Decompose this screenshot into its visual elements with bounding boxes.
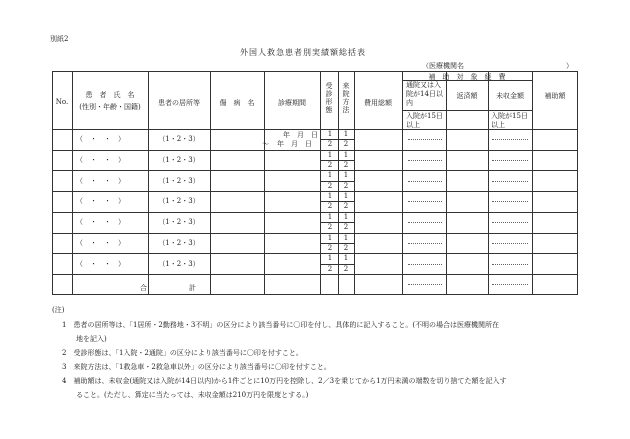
- table-rule: [52, 191, 578, 192]
- header-unpaid15: 入院が15日以上: [491, 112, 528, 129]
- note-line: ること。(ただし、算定に当たっては、未収金額は210万円を限度とする。): [62, 391, 309, 399]
- attachment-label: 別紙2: [50, 35, 69, 43]
- patient-paren: （ ・ ・ ）: [76, 218, 125, 227]
- patient-paren: （ ・ ・ ）: [76, 197, 125, 206]
- option-divider: [320, 160, 354, 161]
- amount-dotted-line: [408, 264, 442, 265]
- header-arrival-method: 来院方法: [342, 82, 350, 114]
- note-line: 4 補助額は、未収金(通院又は入院が14日以内)から1件ごとに10万円を控除し、2／3を乗じてから1万円未満の端数を切り捨てた額を記入す: [62, 377, 507, 385]
- table-rule: [532, 71, 533, 295]
- residence-options: （1・2・3）: [158, 238, 200, 247]
- option-divider: [320, 264, 354, 265]
- note-line: 2 受診形態は、「1入院・2通院」の区分により該当番号に〇印を付すこと。: [62, 349, 303, 357]
- table-rule: [52, 150, 578, 151]
- table-rule: [402, 71, 403, 295]
- header-disease: 傷 病 名: [219, 99, 255, 107]
- consult-opt1: 1: [327, 150, 333, 159]
- residence-options: （1・2・3）: [158, 197, 200, 206]
- arrival-opt2: 2: [343, 243, 349, 252]
- consult-opt1: 1: [327, 192, 333, 201]
- header-total-cost: 費用総額: [364, 99, 392, 107]
- header-patient-sub: (性別・年齢・国籍): [79, 103, 141, 111]
- table-rule: [52, 253, 578, 254]
- header-period: 診療期間: [278, 99, 306, 107]
- amount-dotted-line: [492, 284, 528, 285]
- residence-options: （1・2・3）: [158, 135, 200, 144]
- notes-title: (注): [52, 306, 65, 314]
- arrival-opt1: 1: [343, 212, 349, 221]
- patient-paren: （ ・ ・ ）: [76, 176, 125, 185]
- consult-opt1: 1: [327, 212, 333, 221]
- total-label: 合 計: [140, 284, 196, 292]
- table-rule: [320, 71, 321, 295]
- table-rule: [52, 274, 578, 275]
- note-line: 1 患者の居所等は、「1居所・2勤務地・3不明」の区分により該当番号に〇印を付し、具体的に記入すること。(不明の場合は医療機関所在: [62, 321, 500, 329]
- table-rule: [488, 71, 489, 295]
- table-rule: [52, 233, 578, 234]
- header-residence: 患者の居所等: [158, 99, 200, 107]
- amount-dotted-line: [492, 264, 528, 265]
- period-start: 年 月 日: [283, 131, 318, 139]
- consult-opt2: 2: [327, 202, 333, 211]
- period-sep: ～: [262, 140, 269, 148]
- amount-dotted-line: [492, 160, 528, 161]
- table-rule: [52, 212, 578, 213]
- residence-options: （1・2・3）: [158, 259, 200, 268]
- consult-opt2: 2: [327, 264, 333, 273]
- consult-opt1: 1: [327, 130, 333, 138]
- page-title: 外国人救急患者別実績額総括表: [240, 48, 366, 57]
- residence-options: （1・2・3）: [158, 176, 200, 185]
- option-divider: [320, 201, 354, 202]
- option-divider: [320, 139, 354, 140]
- consult-opt2: 2: [327, 140, 333, 149]
- patient-paren: （ ・ ・ ）: [76, 156, 125, 165]
- arrival-opt1: 1: [343, 233, 349, 242]
- arrival-opt2: 2: [343, 223, 349, 232]
- amount-dotted-line: [492, 181, 528, 182]
- header-patient-name: 患 者 氏 名: [85, 91, 135, 99]
- patient-paren: （ ・ ・ ）: [76, 238, 125, 247]
- amount-dotted-line: [408, 181, 442, 182]
- table-rule: [446, 71, 447, 295]
- arrival-opt2: 2: [343, 181, 349, 190]
- arrival-opt2: 2: [343, 161, 349, 170]
- amount-dotted-line: [408, 222, 442, 223]
- option-divider: [320, 243, 354, 244]
- patient-paren: （ ・ ・ ）: [76, 259, 125, 268]
- header-subsidy: 補助額: [544, 92, 566, 100]
- arrival-opt1: 1: [343, 171, 349, 180]
- arrival-opt1: 1: [343, 130, 349, 138]
- consult-opt1: 1: [327, 254, 333, 263]
- header-outpatient: 通院又は入院が14日以内: [406, 81, 443, 107]
- arrival-opt1: 1: [343, 150, 349, 159]
- hospital-close: ）: [566, 62, 573, 70]
- note-line: 地を記入): [62, 335, 107, 343]
- header-no: No.: [55, 98, 69, 106]
- consult-opt2: 2: [327, 243, 333, 252]
- consult-opt2: 2: [327, 161, 333, 170]
- consult-opt1: 1: [327, 233, 333, 242]
- header-consult-form: 受診形態: [325, 82, 333, 114]
- arrival-opt2: 2: [343, 202, 349, 211]
- consult-opt2: 2: [327, 181, 333, 190]
- residence-options: （1・2・3）: [158, 218, 200, 227]
- table-rule: [402, 110, 532, 111]
- amount-dotted-line: [492, 222, 528, 223]
- patient-paren: （ ・ ・ ）: [76, 135, 125, 144]
- amount-dotted-line: [492, 201, 528, 202]
- arrival-opt2: 2: [343, 140, 349, 149]
- table-rule: [52, 170, 578, 171]
- arrival-opt2: 2: [343, 264, 349, 273]
- option-divider: [320, 181, 354, 182]
- option-divider: [320, 222, 354, 223]
- amount-dotted-line: [408, 201, 442, 202]
- header-repaid: 返済額: [456, 92, 478, 100]
- arrival-opt1: 1: [343, 192, 349, 201]
- amount-dotted-line: [408, 284, 442, 285]
- amount-dotted-line: [408, 139, 442, 140]
- arrival-opt1: 1: [343, 254, 349, 263]
- note-line: 3 来院方法は、「1救急車・2救急車以外」の区分により該当番号に〇印を付すこと。: [62, 363, 331, 371]
- amount-dotted-line: [408, 243, 442, 244]
- header-unpaid: 未収金額: [496, 92, 524, 100]
- hospital-label: （医療機関名: [422, 62, 464, 70]
- header-subsidy-group: 補 助 対 象 経 費: [428, 73, 506, 81]
- consult-opt1: 1: [327, 171, 333, 180]
- residence-options: （1・2・3）: [158, 156, 200, 165]
- amount-dotted-line: [492, 139, 528, 140]
- amount-dotted-line: [408, 160, 442, 161]
- consult-opt2: 2: [327, 223, 333, 232]
- period-end: 年 月 日: [277, 140, 312, 148]
- amount-dotted-line: [492, 243, 528, 244]
- header-inpatient15: 入院が15日以上: [406, 112, 443, 129]
